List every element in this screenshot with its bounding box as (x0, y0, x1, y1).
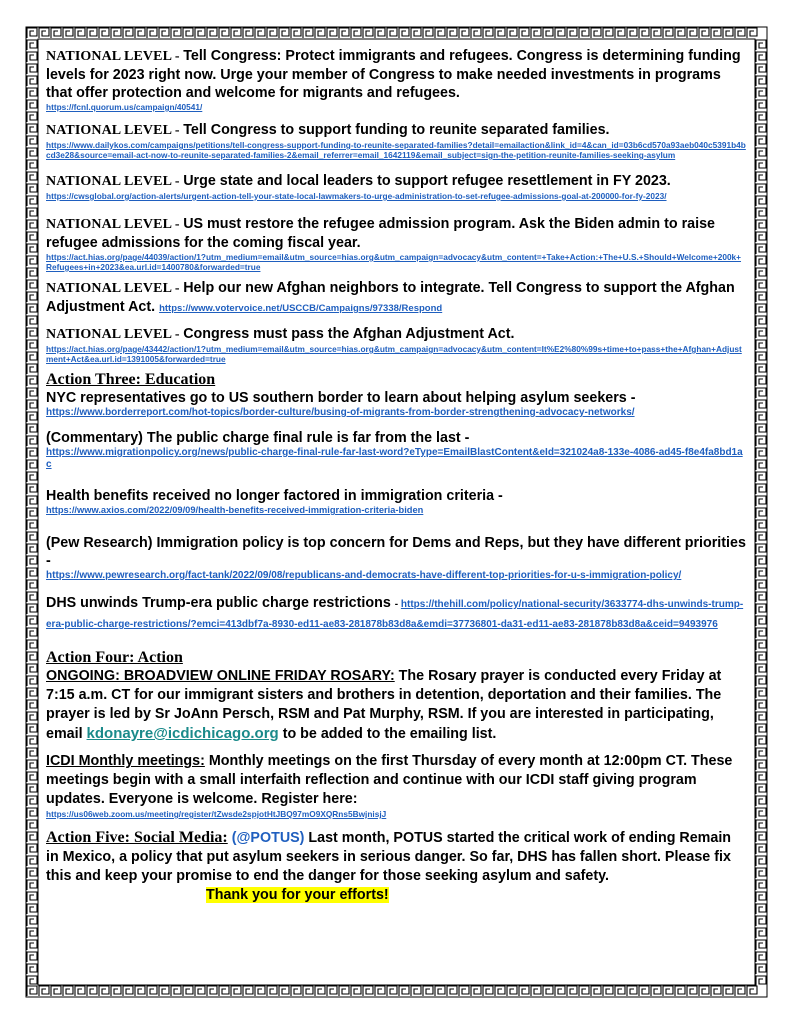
national-item (46, 215, 746, 272)
education-item (46, 594, 746, 632)
action-five-text: Last month, POTUS started the critical work of ending Remain in Mexico, a policy that put asylum seekers in serious danger. So far, DHS has fallen short. Please fix this and keep your promise to end the danger for those seeking asylum and safety. (46, 830, 732, 884)
national-level-label: NATIONAL LEVEL - (46, 123, 184, 138)
campaign-link[interactable]: https://www.dailykos.com/campaigns/petitions/tell-congress-support-funding-to-reunite-separated-families?detail=emailaction&link_id=4&can_id=03b6cd570a93aeb040c5391b4bcd3e28&source=email-act-now-to-reunite-separated-families-2&email_referrer=email_1642119&email_subject=sign-the-petition-reunite-families-seeking-asylum (46, 140, 746, 160)
article-link[interactable]: https://www.pewresearch.org/fact-tank/2022/09/08/republicans-and-democrats-have-different-top-priorities-for-u-s-immigration-policy/ (46, 570, 682, 581)
meetings-text: Monthly meetings on the first Thursday of every month at 12:00pm CT. These meetings begin with a small interfaith reflection and continue with our ICDI staff giving program updates. Everyone is welcome. Register here: (46, 753, 733, 807)
education-item (46, 487, 746, 516)
article-link[interactable]: https://www.migrationpolicy.org/news/public-charge-final-rule-far-last-word?eType=EmailBlastContent&eId=321024a8-133e-4086-ad45-f8e4fa8bd1ac (46, 447, 743, 470)
education-item-text: Health benefits received no longer factored in immigration criteria - (46, 488, 503, 504)
email-link[interactable]: kdonayre@icdichicago.org (86, 725, 279, 742)
national-item (46, 172, 746, 201)
campaign-link[interactable]: https://act.hias.org/page/44039/action/1?utm_medium=email&utm_source=hias.org&utm_campaign=advocacy&utm_content=+Take+Action:+The+U.S.+Should+Welcome+200k+Refugees+in+2023&ea.url.id=1400780&forwarded=true (46, 252, 742, 272)
national-item-text: Help our new Afghan neighbors to integrate. Tell Congress to support the Afghan Adjustment Act. (46, 280, 735, 315)
document-body (46, 47, 746, 905)
article-link[interactable]: https://www.borderreport.com/hot-topics/border-culture/busing-of-migrants-from-border-strengthening-advocacy-networks/ (46, 407, 635, 418)
campaign-link[interactable]: https://cwsglobal.org/action-alerts/urgent-action-tell-your-state-local-lawmakers-to-urge-administration-to-set-refugee-admissions-goal-at-200000-for-fy-2023/ (46, 191, 667, 201)
campaign-link[interactable]: https://act.hias.org/page/43442/action/1?utm_medium=email&utm_source=hias.org&utm_campaign=advocacy&utm_content=It%E2%80%99s+time+to+pass+the+Afghan+Adjustment+Act&ea.url.id=1391005&forwarded=true (46, 344, 742, 364)
education-item-text: NYC representatives go to US southern border to learn about helping asylum seekers - (46, 390, 636, 406)
education-item (46, 534, 746, 582)
national-item-text: Urge state and local leaders to support refugee resettlement in FY 2023. (183, 173, 671, 189)
potus-handle[interactable]: (@POTUS) (231, 830, 305, 846)
national-item (46, 325, 746, 364)
national-item-text: Congress must pass the Afghan Adjustment Act. (183, 326, 515, 342)
education-item-text: (Pew Research) Immigration policy is top concern for Dems and Reps, but they have different priorities - (46, 535, 746, 569)
action-five-paragraph (46, 828, 746, 905)
rosary-tail: to be added to the emailing list. (278, 726, 497, 742)
meetings-paragraph (46, 752, 746, 819)
national-item (46, 121, 746, 160)
rosary-label: ONGOING: BROADVIEW ONLINE FRIDAY ROSARY: (46, 668, 395, 684)
national-item-text: Tell Congress: Protect immigrants and refugees. Congress is determining funding levels for 2023 right now. Urge your member of Congress to make needed investments in programs that offer protection and welcome for migrants and refugees. (46, 48, 741, 101)
national-item (46, 279, 746, 318)
link-dash: - (394, 599, 401, 610)
rosary-text: The Rosary prayer is conducted every Friday at 7:15 a.m. CT for our immigrant sisters and brothers in detention, deportation and their families. The prayer is led by Sr JoAnn Persch, RSM and Pat Murphy, RSM. If you are interested in participating, email (46, 668, 722, 742)
education-item (46, 389, 746, 419)
national-level-label: NATIONAL LEVEL - (46, 174, 184, 189)
action-five-title: Action Five: Social Media: (46, 829, 228, 846)
education-item-text: (Commentary) The public charge final rule is far from the last - (46, 430, 470, 446)
thanks-highlight: Thank you for your efforts! (206, 887, 389, 903)
action-four-title: Action Four: Action (46, 649, 183, 666)
campaign-link[interactable]: https://www.votervoice.net/USCCB/Campaigns/97338/Respond (159, 303, 443, 314)
article-link[interactable]: https://www.axios.com/2022/09/09/health-benefits-received-immigration-criteria-biden (46, 505, 424, 515)
national-level-label: NATIONAL LEVEL - (46, 327, 184, 342)
meetings-label: ICDI Monthly meetings: (46, 753, 205, 769)
education-item-text: DHS unwinds Trump-era public charge restrictions (46, 595, 395, 611)
register-link[interactable]: https://us06web.zoom.us/meeting/register/tZwsde2spjotHtJBQ97mO9XQRns5BwjnisjJ (46, 809, 387, 819)
education-item (46, 429, 746, 471)
action-three-title: Action Three: Education (46, 371, 216, 388)
rosary-paragraph (46, 667, 746, 744)
national-level-label: NATIONAL LEVEL - (46, 217, 184, 232)
national-item-text: US must restore the refugee admission program. Ask the Biden admin to raise refugee admissions for the coming fiscal year. (46, 216, 715, 251)
national-level-label: NATIONAL LEVEL - (46, 281, 184, 296)
article-link[interactable]: https://thehill.com/policy/national-security/3633774-dhs-unwinds-trump-era-public-charge-restrictions/?emci=413dbf7a-8930-ed11-ae83-281878b83d8a&emdi=37736801-da31-ed11-ae83-281878b83d8a&ceid=9493976 (46, 599, 744, 630)
campaign-link[interactable]: https://fcnl.quorum.us/campaign/40541/ (46, 102, 203, 112)
national-item-text: Tell Congress to support funding to reunite separated families. (183, 122, 610, 138)
national-level-label: NATIONAL LEVEL - (46, 49, 184, 64)
national-item (46, 47, 746, 112)
